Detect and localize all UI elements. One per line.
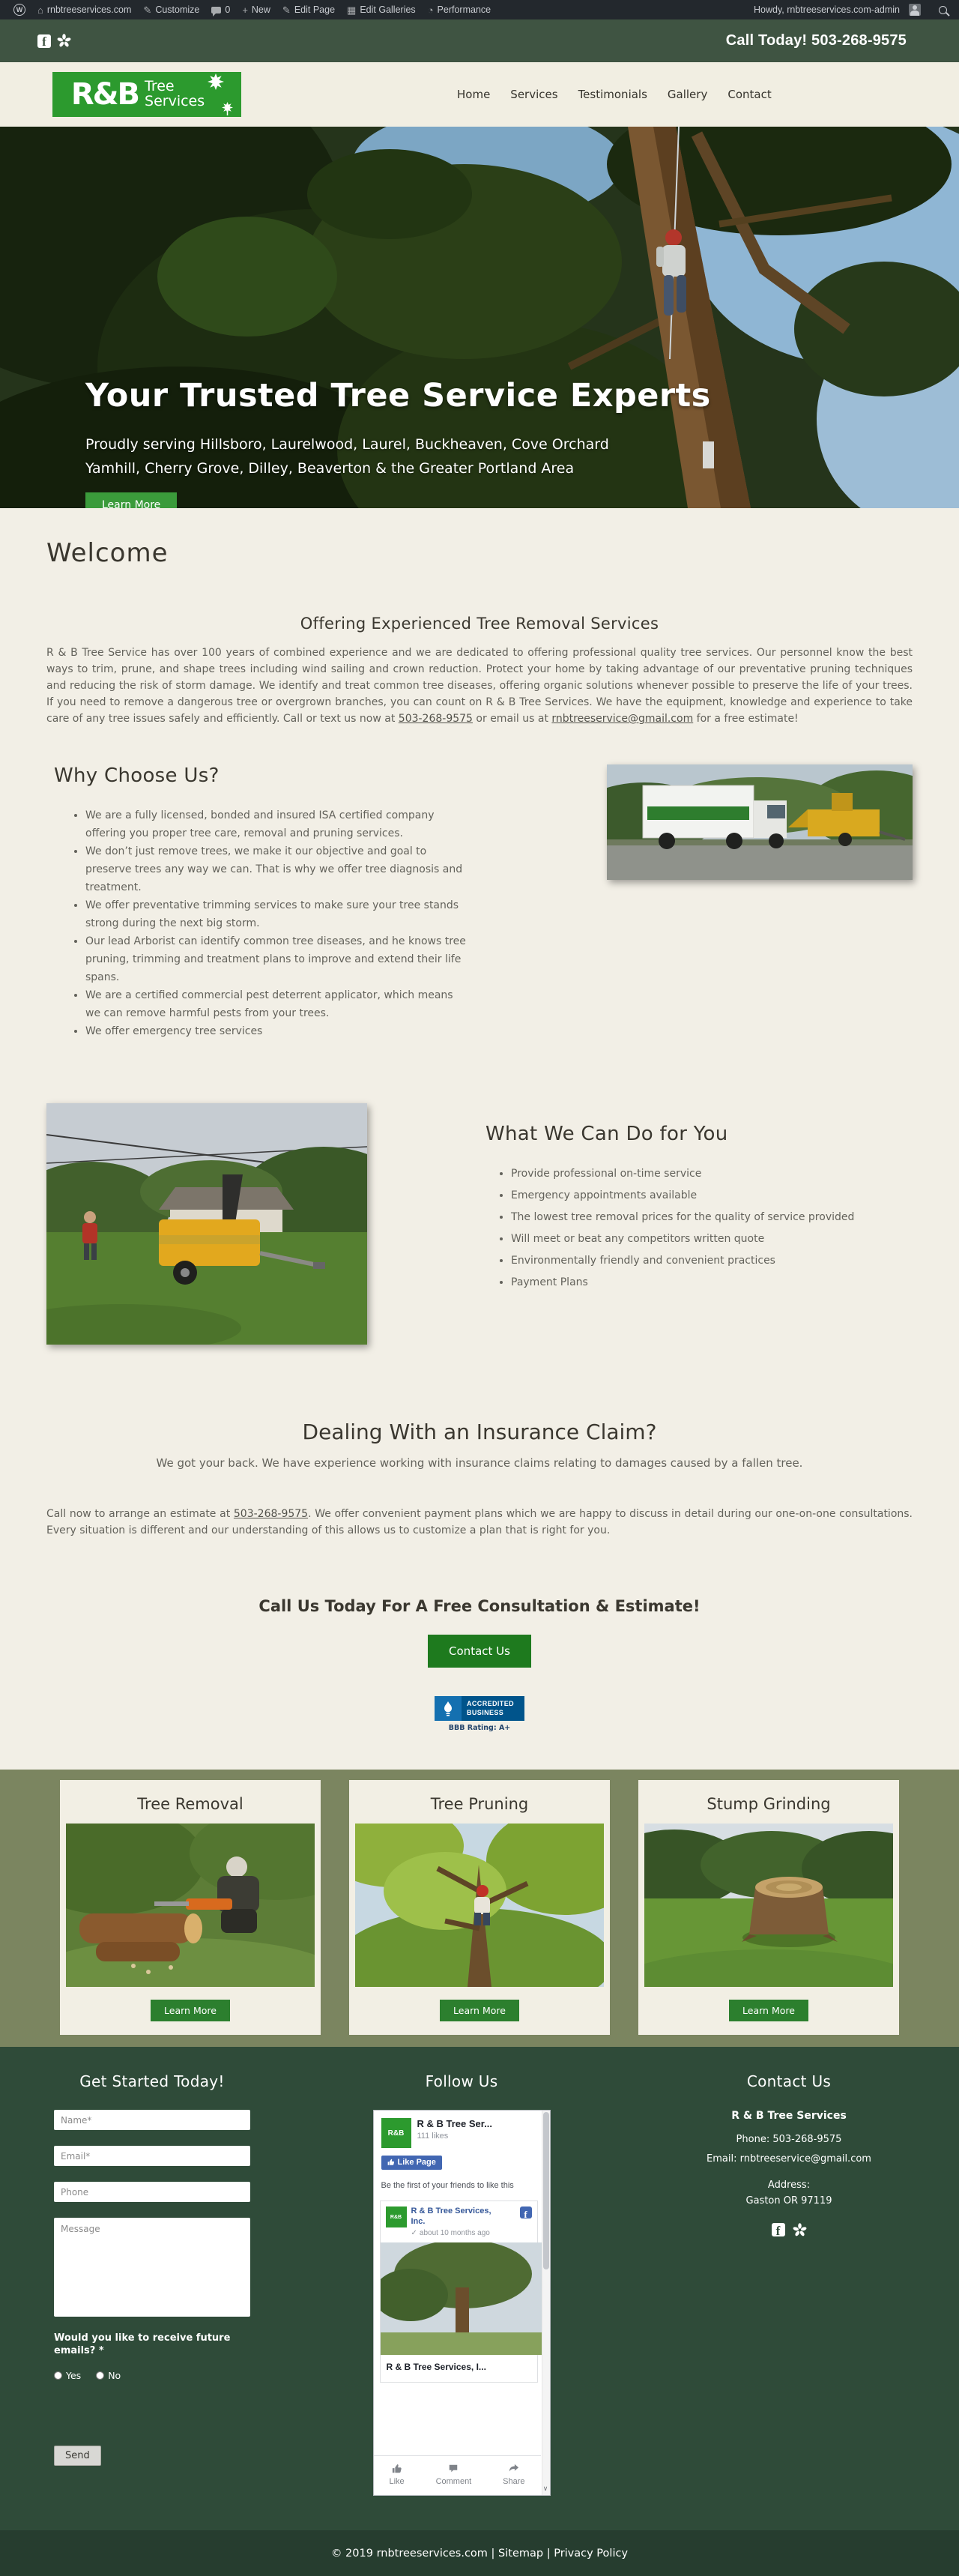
future-emails-question: Would you like to receive future emails? * xyxy=(54,2332,231,2356)
bbb-torch-icon xyxy=(435,1696,462,1721)
edit-galleries-link[interactable]: ▦ Edit Galleries xyxy=(347,4,416,16)
sitemap-link[interactable]: Sitemap xyxy=(498,2547,544,2560)
radio-no-input[interactable] xyxy=(96,2371,104,2380)
facebook-post-photo xyxy=(381,2242,545,2355)
list-item: • We don’t just remove trees, we make it our objective and goal to preserve trees any way we can. That is why we offer tree diagnosis and treatment. xyxy=(85,842,466,896)
address-value: Gaston OR 97119 xyxy=(745,2195,832,2207)
facebook-page-widget xyxy=(373,2110,551,2496)
company-name: R & B Tree Services xyxy=(731,2110,847,2122)
facebook-logo-icon[interactable]: f xyxy=(520,2207,532,2218)
insurance-heading: Dealing With an Insurance Claim? xyxy=(302,1420,657,1444)
radio-yes-input[interactable] xyxy=(54,2371,62,2380)
comments-link[interactable]: 0 xyxy=(205,0,236,19)
cta-heading: Call Us Today For A Free Consultation & Estimate! xyxy=(258,1597,701,1615)
service-card-stump-grinding xyxy=(638,1780,899,2035)
nav-contact[interactable]: Contact xyxy=(727,88,772,101)
gallery-icon: ▦ xyxy=(347,4,357,16)
footer-follow-column xyxy=(342,2072,581,2496)
facebook-share-button[interactable]: Share xyxy=(503,2464,524,2486)
site-footer xyxy=(0,2047,959,2530)
facebook-action-bar xyxy=(374,2455,541,2495)
check-icon: ✓ xyxy=(411,2228,417,2237)
comment-icon xyxy=(448,2464,459,2474)
main-nav xyxy=(457,88,772,101)
scroll-down-icon[interactable]: ∨ xyxy=(542,2485,548,2492)
why-choose-list xyxy=(85,806,466,1040)
share-icon xyxy=(509,2464,519,2474)
facebook-icon[interactable]: f xyxy=(772,2223,785,2236)
why-choose-heading: Why Choose Us? xyxy=(54,764,220,787)
learn-more-button[interactable]: Learn More xyxy=(85,492,177,508)
site-logo[interactable]: R&B Tree Services xyxy=(52,72,241,117)
maple-leaf-icon xyxy=(208,73,224,90)
radio-no[interactable]: No xyxy=(96,2370,121,2381)
future-emails-radios xyxy=(54,2370,250,2381)
what-we-do-heading: What We Can Do for You xyxy=(485,1123,728,1145)
radio-yes[interactable]: Yes xyxy=(54,2370,81,2381)
wp-admin-bar xyxy=(0,0,959,19)
wp-logo-menu[interactable] xyxy=(7,0,31,19)
list-item: • Provide professional on-time service xyxy=(511,1163,905,1185)
privacy-policy-link[interactable]: Privacy Policy xyxy=(554,2547,629,2560)
learn-more-button[interactable]: Learn More xyxy=(729,2000,808,2021)
card-title: Tree Pruning xyxy=(430,1795,529,1813)
facebook-page-name[interactable]: R & B Tree Ser... xyxy=(417,2118,492,2129)
why-choose-row xyxy=(46,764,913,1040)
hero-content xyxy=(85,377,910,508)
list-item: • Environmentally friendly and convenient practices xyxy=(511,1250,905,1272)
pencil-icon: ✎ xyxy=(143,4,152,16)
edit-page-link[interactable]: ✎ Edit Page xyxy=(282,4,336,16)
tree-pruning-photo xyxy=(355,1824,604,1987)
list-item: • We offer emergency tree services xyxy=(85,1022,466,1040)
top-bar xyxy=(0,19,959,62)
howdy-account-link[interactable]: Howdy, rnbtreeservices.com-admin xyxy=(748,4,927,16)
bbb-rating-text: BBB Rating: A+ xyxy=(448,1724,511,1732)
hero-subtitle: Proudly serving Hillsboro, Laurelwood, Laurel, Buckheaven, Cove Orchard Yamhill, Cherry Grove, Dilley, Beaverton & the Greater Portland Area xyxy=(85,436,609,477)
like-page-button[interactable]: Like Page xyxy=(381,2156,442,2170)
avatar xyxy=(909,4,921,16)
phone-link[interactable]: 503-268-9575 xyxy=(772,2134,842,2145)
email-link[interactable]: rnbtreeservice@gmail.com xyxy=(739,2153,871,2165)
email-field[interactable] xyxy=(54,2146,250,2166)
yelp-icon[interactable] xyxy=(57,34,71,48)
card-title: Tree Removal xyxy=(137,1795,243,1813)
nav-testimonials[interactable]: Testimonials xyxy=(578,88,647,101)
what-we-do-list xyxy=(511,1163,905,1294)
bbb-badge xyxy=(46,1696,913,1770)
chipper-photo xyxy=(46,1103,367,1345)
yelp-icon[interactable] xyxy=(793,2223,807,2237)
performance-link[interactable]: ◔ Performance xyxy=(427,4,491,16)
post-author-link[interactable]: R & B Tree Services, Inc. xyxy=(411,2207,491,2227)
nav-home[interactable]: Home xyxy=(457,88,491,101)
social-links xyxy=(37,34,71,48)
copyright-bar: © 2019 rnbtreeservices.com | Sitemap | Privacy Policy xyxy=(0,2530,959,2576)
contact-phone-line: Phone: 503-268-9575 xyxy=(736,2134,842,2145)
nav-gallery[interactable]: Gallery xyxy=(667,88,708,101)
facebook-prompt-text: Be the first of your friends to like this xyxy=(381,2181,514,2190)
scrollbar-thumb[interactable] xyxy=(543,2112,549,2269)
search-icon[interactable] xyxy=(939,6,947,14)
thumbs-up-icon xyxy=(387,2159,395,2166)
plus-icon: + xyxy=(242,4,248,16)
edit-icon: ✎ xyxy=(282,4,291,16)
phone-field[interactable] xyxy=(54,2182,250,2202)
why-choose-column xyxy=(46,764,466,1040)
tree-removal-photo xyxy=(66,1824,315,1987)
widget-scrollbar[interactable] xyxy=(542,2111,550,2495)
bbb-seal-link[interactable]: ACCREDITED BUSINESS xyxy=(435,1696,524,1721)
message-field[interactable] xyxy=(54,2218,250,2317)
maple-leaf-icon xyxy=(222,102,233,115)
what-we-do-column xyxy=(485,1103,905,1345)
send-button[interactable]: Send xyxy=(54,2446,101,2466)
follow-heading: Follow Us xyxy=(425,2072,498,2090)
wordpress-icon: W xyxy=(13,4,25,16)
home-icon: ⌂ xyxy=(37,4,43,16)
truck-photo xyxy=(607,764,913,880)
nav-services[interactable]: Services xyxy=(510,88,558,101)
learn-more-button[interactable]: Learn More xyxy=(440,2000,519,2021)
services-band xyxy=(0,1770,959,2047)
facebook-comment-button[interactable]: Comment xyxy=(436,2464,472,2486)
facebook-post xyxy=(380,2201,538,2383)
footer-form-column xyxy=(54,2072,250,2496)
comments-icon xyxy=(211,7,221,13)
service-card-tree-removal xyxy=(60,1780,321,2035)
call-today-text: Call Today! 503-268-9575 xyxy=(725,32,907,49)
address-label: Address: xyxy=(767,2180,811,2191)
what-we-do-row xyxy=(46,1103,913,1345)
list-item: • We are a certified commercial pest deterrent applicator, which means we can remove harmful pests from your trees. xyxy=(85,986,466,1022)
facebook-post-avatar: R&B xyxy=(386,2207,407,2227)
email-link[interactable]: rnbtreeservice@gmail.com xyxy=(551,713,694,725)
stump-grinding-photo xyxy=(644,1824,893,1987)
new-content-link[interactable]: + New xyxy=(242,4,270,16)
post-timestamp: ✓ about 10 months ago xyxy=(411,2228,490,2237)
contact-us-button[interactable]: Contact Us xyxy=(428,1635,531,1668)
phone-link[interactable]: 503-268-9575 xyxy=(398,713,473,725)
list-item: • We are a fully licensed, bonded and insured ISA certified company offering you proper tree care, removal and pruning services. xyxy=(85,806,466,842)
list-item: • Our lead Arborist can identify common tree diseases, and he knows tree pruning, trimming and treatment plans to improve and extend their life spans. xyxy=(85,932,466,986)
list-item: • The lowest tree removal prices for the quality of service provided xyxy=(511,1207,905,1228)
copyright-text: © 2019 rnbtreeservices.com | xyxy=(330,2547,495,2560)
card-title: Stump Grinding xyxy=(707,1795,831,1813)
estimate-paragraph: Call now to arrange an estimate at 503-268-9575. We offer convenient payment plans which we are happy to discuss in detail during our one-on-one consultations. Every situation is different and our understanding of this allows us to customize a plan that is right for you. xyxy=(46,1508,913,1536)
performance-icon: ◔ xyxy=(427,4,434,16)
site-name-link[interactable]: ⌂ rnbtreeservices.com xyxy=(37,4,132,16)
welcome-section xyxy=(0,508,959,1770)
facebook-icon[interactable]: f xyxy=(37,34,51,48)
list-item: • Will meet or beat any competitors written quote xyxy=(511,1228,905,1250)
list-item: • Emergency appointments available xyxy=(511,1185,905,1207)
footer-contact-column xyxy=(673,2072,905,2496)
phone-link[interactable]: 503-268-9575 xyxy=(233,1508,309,1520)
facebook-page-logo: R&B xyxy=(381,2118,411,2148)
learn-more-button[interactable]: Learn More xyxy=(151,2000,230,2021)
footer-social-links xyxy=(673,2223,905,2237)
list-item: • We offer preventative trimming services to make sure your tree stands strong during the next big storm. xyxy=(85,896,466,932)
customize-link[interactable]: ✎ Customize xyxy=(143,4,200,16)
intro-paragraph: R & B Tree Service has over 100 years of combined experience and we are dedicated to offering professional quality tree services. Our personnel know the best ways to trim, prune, and shape trees including wind sailing and crown reduction. Protect your home by taking advantage of our preventative pruning techniques and reducing the risk of storm damage. We identify and treat common tree diseases, offering organic solutions whenever possible to preserve the life of your trees. If you need to remove a dangerous tree or overgrown branches, you can count on R & B Tree Services. We have the equipment, knowledge and experience to take care of any tree issues safely and efficiently. Call or text us now at 503-268-9575 or email us at rnbtreeservice@gmail.com for a free estimate! xyxy=(46,647,913,725)
post-title-link[interactable]: R & B Tree Services, I... xyxy=(386,2361,486,2372)
site-header xyxy=(0,62,959,127)
contact-heading: Contact Us xyxy=(746,2072,832,2090)
hero-section xyxy=(0,127,959,508)
insurance-text: We got your back. We have experience working with insurance claims relating to damages caused by a fallen tree. xyxy=(156,1456,803,1470)
page-title: Welcome xyxy=(46,538,169,568)
facebook-like-button[interactable]: Like xyxy=(389,2464,404,2486)
list-item: • Payment Plans xyxy=(511,1272,905,1294)
form-heading: Get Started Today! xyxy=(79,2072,225,2090)
facebook-likes-count: 111 likes xyxy=(417,2132,449,2141)
service-card-tree-pruning xyxy=(349,1780,610,2035)
name-field[interactable] xyxy=(54,2110,250,2130)
contact-email-line: Email: rnbtreeservice@gmail.com xyxy=(707,2153,871,2165)
hero-title: Your Trusted Tree Service Experts xyxy=(85,377,711,414)
thumbs-up-icon xyxy=(392,2464,402,2474)
intro-heading: Offering Experienced Tree Removal Services xyxy=(300,615,659,633)
